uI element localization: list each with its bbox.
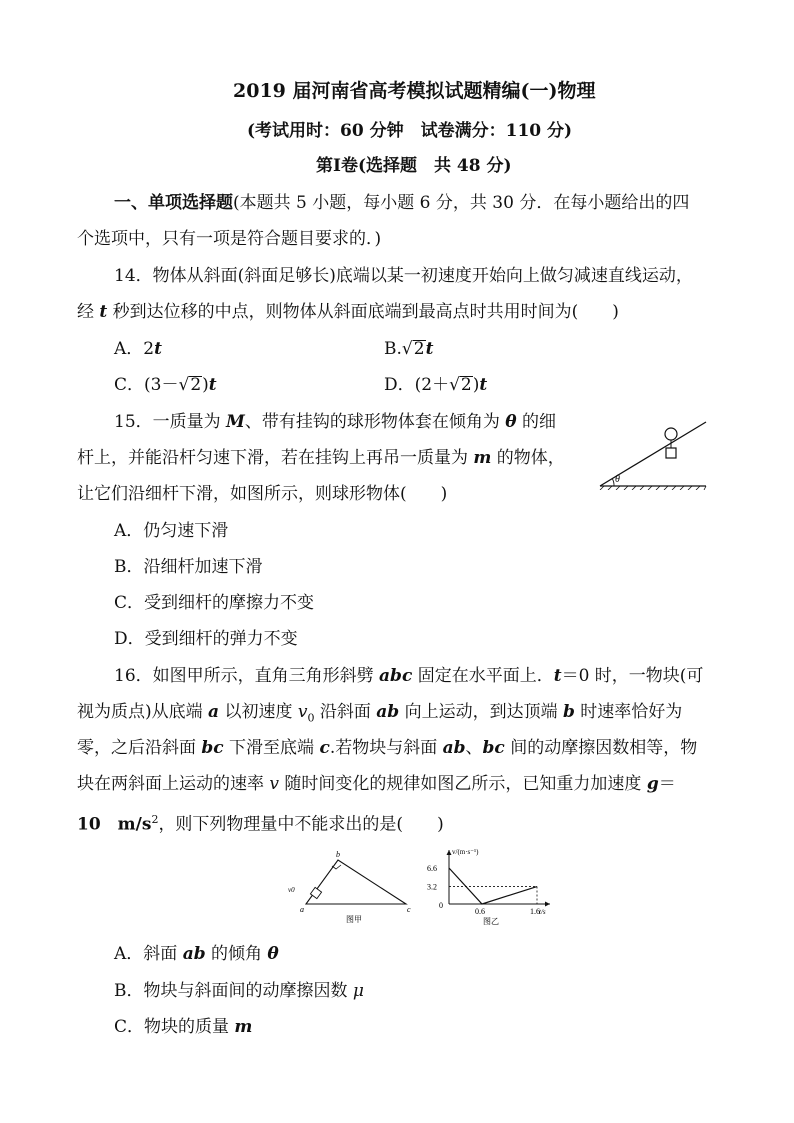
q14-b-var: t [425,339,434,359]
block [310,887,321,898]
section1-text1: (本题共 5 小题，每小题 6 分，共 30 分．在每小题给出的四 [233,193,690,213]
q16-var-ab2: ab [442,738,466,758]
section1-heading: 一、单项选择题 [114,193,233,213]
q16-t4: 视为质点)从底端 [77,702,209,722]
y-tick-0: 0 [439,901,443,910]
q15-var-theta: θ [505,412,517,432]
q16-t13: 间的动摩擦因数相等，物 [504,738,698,758]
q16-var-t: t [553,666,562,686]
figure-jia-wedge [286,846,416,926]
q16-t2: 固定在水平面上． [412,666,554,686]
x-axis-arrow [545,902,550,907]
sqrt-icon: √ [449,375,460,395]
q14-d-text: D．(2＋ [384,375,450,395]
q14-c-var: t [208,375,217,395]
q14-option-d [384,374,487,396]
q16-a-theta: θ [267,944,279,964]
q15-option-c: C．受到细杆的摩擦力不变 [114,593,315,613]
ball [665,428,677,440]
q14-line2 [77,301,619,323]
q15-t2: 、带有挂钩的球形物体套在倾角为 [244,412,506,432]
q15-option-b: B．沿细杆加速下滑 [114,557,263,577]
q15-line2 [77,447,565,469]
q16-line2 [77,701,682,729]
q16-var-bc: bc [201,738,224,758]
q15-t3: 的细 [516,412,557,432]
q14-c-radicand: 2 [190,375,202,395]
y-axis-label: v/(m·s⁻¹) [452,848,479,856]
q16-t14: 块在两斜面上运动的速率 [77,774,270,794]
q16-t6: 沿斜面 [314,702,377,722]
q16-t3: ＝0 时，一物块(可 [561,666,704,686]
q14-d-paren: ) [472,375,480,395]
q16-var-v0: v [297,702,308,722]
q16-t17: 10 m/s [77,814,152,835]
section1-intro [114,192,689,214]
label-v0: v0 [288,886,295,894]
q16-line1 [114,665,703,687]
y-tick-6.6: 6.6 [427,864,437,873]
q16-c-m: m [234,1017,253,1037]
q16-option-c [114,1016,252,1038]
q14-var-t: t [99,302,108,322]
q16-t8: 时速率恰好为 [574,702,683,722]
q16-a-t2: 的倾角 [205,944,268,964]
incline-rod-figure [596,410,711,490]
q16-var-g: g [646,774,659,794]
q15-t5: 的物体， [491,448,565,468]
q15-option-d: D．受到细杆的弹力不变 [114,629,298,649]
q16-a-ab: ab [182,944,206,964]
x-tick-1.6: 1.6 [530,907,540,916]
q14-option-b [384,338,433,360]
q16-option-b [114,980,364,1002]
q14-a-text: A．2 [114,339,155,359]
q16-var-c: c [319,738,330,758]
sqrt-icon: √ [178,375,190,395]
angle-label: θ [615,474,620,485]
q14-d-var: t [479,375,488,395]
q16-var-bc2: bc [482,738,505,758]
q14-text2: 秒到达位移的中点，则物体从斜面底端到最高点时共用时间为( ) [107,302,619,322]
sqrt-icon: √ [401,339,413,359]
q16-option-a [114,943,279,965]
q16-sup: 2 [151,813,159,826]
q14-d-radicand: 2 [460,375,472,395]
series-line [449,868,537,904]
q15-option-a: A．仍匀速下滑 [114,521,229,541]
y-axis-arrow [447,850,452,855]
q14-a-var: t [154,339,162,359]
q16-t12: 、 [465,738,483,758]
q16-t1: 16．如图甲所示，直角三角形斜劈 [114,666,380,686]
q16-t11: .若物块与斜面 [329,738,443,758]
q16-t10: 下滑至底端 [223,738,320,758]
caption-yi: 图乙 [483,917,499,926]
q16-var-abc: abc [379,666,413,686]
figure-yi-vt-graph [425,844,560,926]
q16-t16: ＝ [658,774,676,794]
q16-b-mu: μ [352,981,364,1001]
q14-c-text: C．(3－ [114,375,179,395]
q14-b-text: B. [384,339,402,359]
q14-option-c [114,374,217,396]
label-c: c [407,905,411,914]
q15-t1: 15．一质量为 [114,412,227,432]
q15-var-M: M [226,412,245,432]
y-tick-3.2: 3.2 [427,882,437,892]
q16-t15: 随时间变化的规律如图乙所示，已知重力加速度 [279,774,647,794]
q14-c-paren: ) [202,375,209,395]
q14-line1: 14．物体从斜面(斜面足够长)底端以某一初速度开始向上做匀减速直线运动， [114,266,693,286]
section1-text2: 个选项中，只有一项是符合题目要求的．) [77,229,382,249]
q16-t18: ，则下列物理量中不能求出的是( ) [158,814,444,835]
wedge-triangle [306,860,406,904]
q16-a-t1: A．斜面 [114,944,183,964]
label-b: b [336,850,340,859]
hanging-block [666,448,676,458]
q16-var-v0-sub: 0 [307,711,315,725]
q15-t4: 杆上，并能沿杆匀速下滑，若在挂钩上再吊一质量为 [77,448,474,468]
exam-info: (考试用时：60 分钟 试卷满分：110 分) [247,121,573,141]
q16-t5: 以初速度 [219,702,298,722]
q14-text: 经 [77,302,100,322]
q14-option-a [114,338,162,360]
page-title: 2019 届河南省高考模拟试题精编(一)物理 [233,80,596,102]
q15-line1 [114,411,556,433]
part-heading: 第Ⅰ卷(选择题 共 48 分) [316,156,512,176]
q16-line5 [77,809,444,836]
q16-var-v: v [269,774,280,794]
caption-jia: 图甲 [346,915,362,924]
q15-var-m: m [473,448,492,468]
q16-line3 [77,737,697,759]
x-tick-0.6: 0.6 [475,907,485,916]
q14-b-radicand: 2 [413,339,425,359]
q16-b-t1: B．物块与斜面间的动摩擦因数 [114,981,353,1001]
q16-var-a: a [208,702,220,722]
q16-c-t1: C．物块的质量 [114,1017,235,1037]
q15-line3: 让它们沿细杆下滑，如图所示，则球形物体( ) [77,484,448,504]
q16-var-ab: ab [376,702,400,722]
q16-t7: 向上运动，到达顶端 [399,702,564,722]
label-a: a [300,905,304,914]
x-axis-label: t/s [539,908,546,916]
q16-line4 [77,773,676,795]
angle-arc [613,479,615,486]
q16-t9: 零，之后沿斜面 [77,738,202,758]
q16-var-b: b [563,702,575,722]
